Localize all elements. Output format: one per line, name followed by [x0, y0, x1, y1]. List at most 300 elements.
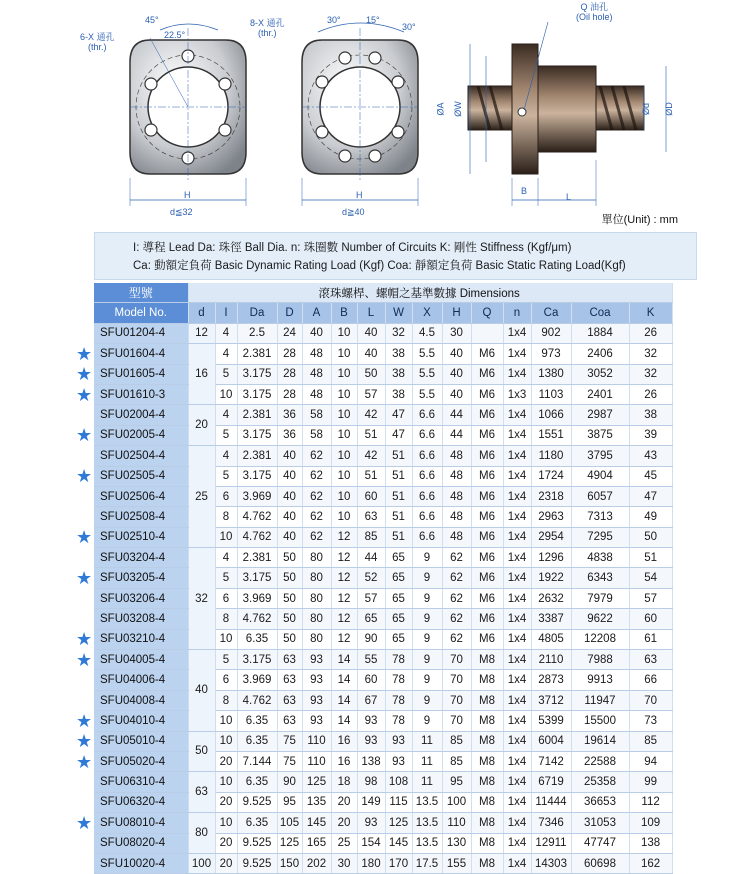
cell-h: 40	[442, 364, 471, 384]
cell-coa: 7979	[571, 588, 629, 608]
recommended-star-icon: ★	[76, 629, 93, 650]
table-row	[94, 833, 672, 853]
cell-n: 1x4	[503, 670, 531, 690]
cell-a: 145	[302, 813, 331, 833]
column-header-d: D	[277, 303, 302, 323]
cell-q: M6	[471, 568, 503, 588]
table-row	[94, 609, 672, 629]
column-header-k: K	[629, 303, 672, 323]
recommended-star-icon: ★	[76, 364, 93, 385]
cell-q: M6	[471, 507, 503, 527]
column-header-w: W	[385, 303, 412, 323]
cell-n: 1x4	[503, 751, 531, 771]
cell-n: 1x4	[503, 527, 531, 547]
cell-i: 4	[215, 405, 237, 425]
cell-x: 6.6	[412, 527, 442, 547]
cell-coa: 3795	[571, 446, 629, 466]
cell-b: 10	[331, 364, 357, 384]
cell-h: 110	[442, 813, 471, 833]
cell-n: 1x4	[503, 711, 531, 731]
model-number-cell: SFU02504-4	[94, 446, 188, 466]
table-column-header	[94, 303, 672, 323]
model-number-cell: SFU01605-4	[94, 364, 188, 384]
dim-L-label: L	[566, 192, 572, 202]
model-number-cell: SFU04008-4	[94, 690, 188, 710]
cell-x: 13.5	[412, 792, 442, 812]
cell-n: 1x4	[503, 629, 531, 649]
cell-ca: 1296	[531, 548, 571, 568]
cell-n: 1x4	[503, 853, 531, 873]
cell-a: 62	[302, 527, 331, 547]
cell-l: 90	[357, 629, 385, 649]
cell-w: 78	[385, 690, 412, 710]
table-row	[94, 344, 672, 364]
model-number-cell: SFU08010-4	[94, 813, 188, 833]
cell-a: 110	[302, 731, 331, 751]
cell-q	[471, 323, 503, 343]
flange-front-view-middle	[302, 23, 418, 206]
cell-q: M6	[471, 486, 503, 506]
oil-hole-label: Q 油孔 (Oil hole)	[576, 2, 613, 22]
cell-ca: 2963	[531, 507, 571, 527]
model-number-cell: SFU04005-4	[94, 650, 188, 670]
cell-h: 100	[442, 792, 471, 812]
cell-d: 50	[277, 629, 302, 649]
cell-d: 150	[277, 853, 302, 873]
cell-n: 1x4	[503, 548, 531, 568]
cell-b: 10	[331, 405, 357, 425]
cell-k: 32	[629, 344, 672, 364]
table-row	[94, 527, 672, 547]
model-number-cell: SFU02510-4	[94, 527, 188, 547]
cell-a: 58	[302, 425, 331, 445]
cell-k: 112	[629, 792, 672, 812]
cell-b: 20	[331, 792, 357, 812]
cell-b: 10	[331, 425, 357, 445]
cell-w: 65	[385, 629, 412, 649]
cell-w: 65	[385, 568, 412, 588]
table-row	[94, 650, 672, 670]
cell-coa: 60698	[571, 853, 629, 873]
cell-x: 11	[412, 772, 442, 792]
cell-ca: 1724	[531, 466, 571, 486]
cell-h: 30	[442, 323, 471, 343]
middle-width-label: H	[356, 190, 363, 200]
cell-h: 40	[442, 384, 471, 404]
cell-b: 12	[331, 548, 357, 568]
cell-k: 39	[629, 425, 672, 445]
cell-l: 63	[357, 507, 385, 527]
cell-h: 130	[442, 833, 471, 853]
cell-k: 70	[629, 690, 672, 710]
cell-i: 4	[215, 446, 237, 466]
cell-k: 73	[629, 711, 672, 731]
cell-x: 9	[412, 650, 442, 670]
middle-angle-b: 15°	[366, 15, 380, 25]
model-number-cell: SFU02508-4	[94, 507, 188, 527]
cell-q: M6	[471, 629, 503, 649]
cell-l: 154	[357, 833, 385, 853]
cell-w: 47	[385, 425, 412, 445]
cell-da: 3.175	[237, 364, 277, 384]
cell-i: 20	[215, 853, 237, 873]
cell-da: 3.175	[237, 384, 277, 404]
cell-x: 9	[412, 670, 442, 690]
cell-i: 10	[215, 527, 237, 547]
table-row	[94, 670, 672, 690]
cell-b: 18	[331, 772, 357, 792]
cell-h: 62	[442, 548, 471, 568]
column-header-d: d	[188, 303, 215, 323]
cell-coa: 36653	[571, 792, 629, 812]
cell-k: 50	[629, 527, 672, 547]
table-row	[94, 446, 672, 466]
table-body	[94, 323, 672, 874]
model-number-cell: SFU02506-4	[94, 486, 188, 506]
table-row	[94, 405, 672, 425]
cell-n: 1x4	[503, 813, 531, 833]
cell-k: 54	[629, 568, 672, 588]
cell-w: 51	[385, 507, 412, 527]
cell-i: 5	[215, 466, 237, 486]
middle-angle-a: 30°	[327, 15, 341, 25]
cell-da: 4.762	[237, 507, 277, 527]
cell-w: 51	[385, 466, 412, 486]
cell-i: 10	[215, 772, 237, 792]
cell-h: 62	[442, 568, 471, 588]
cell-d: 63	[188, 772, 215, 813]
cell-coa: 31053	[571, 813, 629, 833]
cell-d: 50	[277, 548, 302, 568]
cell-ca: 1551	[531, 425, 571, 445]
cell-b: 10	[331, 446, 357, 466]
cell-i: 5	[215, 650, 237, 670]
recommended-star-icon: ★	[76, 527, 93, 548]
cell-n: 1x4	[503, 446, 531, 466]
cell-k: 32	[629, 364, 672, 384]
cell-da: 6.35	[237, 711, 277, 731]
cell-i: 20	[215, 833, 237, 853]
cell-b: 14	[331, 711, 357, 731]
cell-w: 65	[385, 588, 412, 608]
cell-h: 155	[442, 853, 471, 873]
cell-x: 13.5	[412, 813, 442, 833]
cell-l: 85	[357, 527, 385, 547]
table-group-header	[94, 283, 672, 303]
cell-d: 63	[277, 670, 302, 690]
cell-q: M8	[471, 690, 503, 710]
cell-h: 40	[442, 344, 471, 364]
cell-da: 2.381	[237, 446, 277, 466]
column-header-x: X	[412, 303, 442, 323]
cell-d: 28	[277, 344, 302, 364]
cell-ca: 4805	[531, 629, 571, 649]
model-number-cell: SFU08020-4	[94, 833, 188, 853]
cell-l: 60	[357, 670, 385, 690]
cell-w: 78	[385, 711, 412, 731]
cell-h: 85	[442, 751, 471, 771]
table-row	[94, 629, 672, 649]
cell-b: 16	[331, 751, 357, 771]
dim-D-label: ØD	[663, 102, 674, 116]
flange-front-view-left	[130, 24, 246, 206]
cell-a: 62	[302, 446, 331, 466]
model-group-header: 型號	[94, 283, 188, 303]
cell-ca: 973	[531, 344, 571, 364]
cell-w: 38	[385, 344, 412, 364]
cell-k: 109	[629, 813, 672, 833]
cell-i: 4	[215, 344, 237, 364]
legend-box	[94, 232, 697, 280]
cell-ca: 1180	[531, 446, 571, 466]
cell-q: M6	[471, 364, 503, 384]
cell-x: 11	[412, 751, 442, 771]
cell-i: 5	[215, 568, 237, 588]
cell-da: 2.381	[237, 344, 277, 364]
cell-d: 95	[277, 792, 302, 812]
cell-w: 145	[385, 833, 412, 853]
cell-n: 1x4	[503, 792, 531, 812]
cell-x: 5.5	[412, 364, 442, 384]
cell-n: 1x4	[503, 507, 531, 527]
cell-d: 40	[277, 446, 302, 466]
cell-w: 65	[385, 609, 412, 629]
legend-line-2: Ca: 動額定負荷 Basic Dynamic Rating Load (Kgf) Coa: 靜額定負荷 Basic Static Rating Load(Kgf)	[133, 260, 626, 272]
cell-h: 95	[442, 772, 471, 792]
recommended-star-icon: ★	[76, 649, 93, 670]
cell-x: 13.5	[412, 833, 442, 853]
middle-hole-label: 8-X 通孔 (thr.)	[250, 18, 285, 38]
model-number-cell: SFU06310-4	[94, 772, 188, 792]
table-row	[94, 690, 672, 710]
cell-n: 1x4	[503, 405, 531, 425]
cell-l: 98	[357, 772, 385, 792]
cell-b: 12	[331, 568, 357, 588]
cell-a: 93	[302, 670, 331, 690]
cell-i: 10	[215, 813, 237, 833]
cell-da: 4.762	[237, 609, 277, 629]
table-row	[94, 751, 672, 771]
dim-B-label: B	[521, 186, 528, 196]
table-row	[94, 772, 672, 792]
table-row	[94, 792, 672, 812]
cell-k: 85	[629, 731, 672, 751]
cell-k: 49	[629, 507, 672, 527]
cell-d: 32	[188, 548, 215, 650]
cell-ca: 902	[531, 323, 571, 343]
model-number-cell: SFU03205-4	[94, 568, 188, 588]
cell-i: 20	[215, 792, 237, 812]
cell-x: 4.5	[412, 323, 442, 343]
cell-coa: 12208	[571, 629, 629, 649]
cell-da: 2.381	[237, 548, 277, 568]
cell-h: 48	[442, 486, 471, 506]
cell-l: 51	[357, 425, 385, 445]
model-number-cell: SFU10020-4	[94, 853, 188, 873]
cell-d: 125	[277, 833, 302, 853]
column-header-b: B	[331, 303, 357, 323]
cell-w: 65	[385, 548, 412, 568]
cell-coa: 2987	[571, 405, 629, 425]
cell-da: 6.35	[237, 731, 277, 751]
cell-i: 8	[215, 507, 237, 527]
cell-l: 44	[357, 548, 385, 568]
model-number-cell: SFU06320-4	[94, 792, 188, 812]
cell-l: 138	[357, 751, 385, 771]
cell-l: 65	[357, 609, 385, 629]
cell-n: 1x4	[503, 486, 531, 506]
cell-a: 80	[302, 548, 331, 568]
cell-a: 80	[302, 609, 331, 629]
cell-d: 50	[277, 588, 302, 608]
cell-h: 62	[442, 629, 471, 649]
cell-q: M8	[471, 650, 503, 670]
cell-ca: 1380	[531, 364, 571, 384]
cell-q: M6	[471, 466, 503, 486]
cell-x: 17.5	[412, 853, 442, 873]
cell-w: 78	[385, 650, 412, 670]
cell-da: 6.35	[237, 813, 277, 833]
cell-coa: 7313	[571, 507, 629, 527]
cell-n: 1x4	[503, 588, 531, 608]
recommended-star-icon: ★	[76, 343, 93, 364]
cell-d: 75	[277, 731, 302, 751]
cell-d: 50	[277, 568, 302, 588]
cell-d: 63	[277, 650, 302, 670]
cell-w: 51	[385, 527, 412, 547]
cell-h: 70	[442, 711, 471, 731]
cell-ca: 7346	[531, 813, 571, 833]
cell-x: 9	[412, 609, 442, 629]
cell-k: 51	[629, 548, 672, 568]
cell-ca: 1922	[531, 568, 571, 588]
cell-x: 6.6	[412, 405, 442, 425]
table-row	[94, 364, 672, 384]
cell-d: 100	[188, 853, 215, 873]
cell-n: 1x4	[503, 568, 531, 588]
cell-b: 25	[331, 833, 357, 853]
cell-d: 40	[277, 466, 302, 486]
cell-l: 93	[357, 731, 385, 751]
column-header-l: L	[357, 303, 385, 323]
model-number-cell: SFU03208-4	[94, 609, 188, 629]
table-row	[94, 466, 672, 486]
recommended-star-icon: ★	[76, 812, 93, 833]
legend-line-1: I: 導程 Lead Da: 珠徑 Ball Dia. n: 珠圈數 Number of Circuits K: 剛性 Stiffness (Kgf/μm)	[133, 242, 572, 254]
cell-ca: 14303	[531, 853, 571, 873]
cell-d: 25	[188, 446, 215, 548]
cell-i: 8	[215, 690, 237, 710]
column-header-model: Model No.	[94, 303, 188, 323]
model-number-cell: SFU01610-3	[94, 384, 188, 404]
cell-coa: 11947	[571, 690, 629, 710]
cell-a: 80	[302, 629, 331, 649]
model-number-cell: SFU05020-4	[94, 751, 188, 771]
cell-coa: 25358	[571, 772, 629, 792]
cell-l: 67	[357, 690, 385, 710]
model-number-cell: SFU03204-4	[94, 548, 188, 568]
dim-A-label: ØA	[435, 102, 446, 116]
cell-x: 6.6	[412, 425, 442, 445]
cell-n: 1x4	[503, 425, 531, 445]
cell-b: 10	[331, 507, 357, 527]
cell-d: 63	[277, 690, 302, 710]
cell-l: 55	[357, 650, 385, 670]
cell-da: 2.381	[237, 405, 277, 425]
cell-d: 50	[277, 609, 302, 629]
cell-k: 162	[629, 853, 672, 873]
cell-i: 6	[215, 670, 237, 690]
cell-k: 94	[629, 751, 672, 771]
cell-a: 48	[302, 384, 331, 404]
model-number-cell: SFU01204-4	[94, 323, 188, 343]
cell-ca: 2632	[531, 588, 571, 608]
cell-da: 2.5	[237, 323, 277, 343]
cell-k: 26	[629, 384, 672, 404]
cell-n: 1x3	[503, 384, 531, 404]
cell-l: 52	[357, 568, 385, 588]
cell-a: 40	[302, 323, 331, 343]
cell-da: 7.144	[237, 751, 277, 771]
cell-da: 3.969	[237, 670, 277, 690]
cell-i: 10	[215, 731, 237, 751]
cell-ca: 1103	[531, 384, 571, 404]
cell-ca: 5399	[531, 711, 571, 731]
cell-b: 30	[331, 853, 357, 873]
cell-da: 3.969	[237, 588, 277, 608]
cell-d: 80	[188, 813, 215, 854]
cell-coa: 6343	[571, 568, 629, 588]
model-number-cell: SFU03206-4	[94, 588, 188, 608]
cell-a: 165	[302, 833, 331, 853]
cell-l: 57	[357, 588, 385, 608]
cell-q: M8	[471, 751, 503, 771]
cell-a: 125	[302, 772, 331, 792]
cell-x: 9	[412, 690, 442, 710]
cell-q: M6	[471, 588, 503, 608]
cell-b: 20	[331, 813, 357, 833]
model-number-cell: SFU04010-4	[94, 711, 188, 731]
table-row	[94, 588, 672, 608]
cell-da: 6.35	[237, 629, 277, 649]
cell-a: 80	[302, 588, 331, 608]
cell-k: 26	[629, 323, 672, 343]
cell-a: 93	[302, 650, 331, 670]
cell-x: 6.6	[412, 466, 442, 486]
cell-h: 70	[442, 650, 471, 670]
cell-b: 12	[331, 609, 357, 629]
cell-h: 85	[442, 731, 471, 751]
cell-k: 61	[629, 629, 672, 649]
cell-ca: 7142	[531, 751, 571, 771]
table-row	[94, 853, 672, 873]
unit-label: 單位(Unit) : mm	[601, 214, 678, 226]
cell-ca: 3387	[531, 609, 571, 629]
cell-q: M6	[471, 446, 503, 466]
table-row	[94, 813, 672, 833]
cell-da: 3.175	[237, 425, 277, 445]
model-number-cell: SFU05010-4	[94, 731, 188, 751]
cell-q: M6	[471, 405, 503, 425]
cell-i: 5	[215, 425, 237, 445]
cell-coa: 7295	[571, 527, 629, 547]
cell-b: 12	[331, 527, 357, 547]
cell-ca: 2954	[531, 527, 571, 547]
cell-coa: 9622	[571, 609, 629, 629]
cell-l: 42	[357, 405, 385, 425]
cell-l: 40	[357, 323, 385, 343]
cell-h: 62	[442, 588, 471, 608]
